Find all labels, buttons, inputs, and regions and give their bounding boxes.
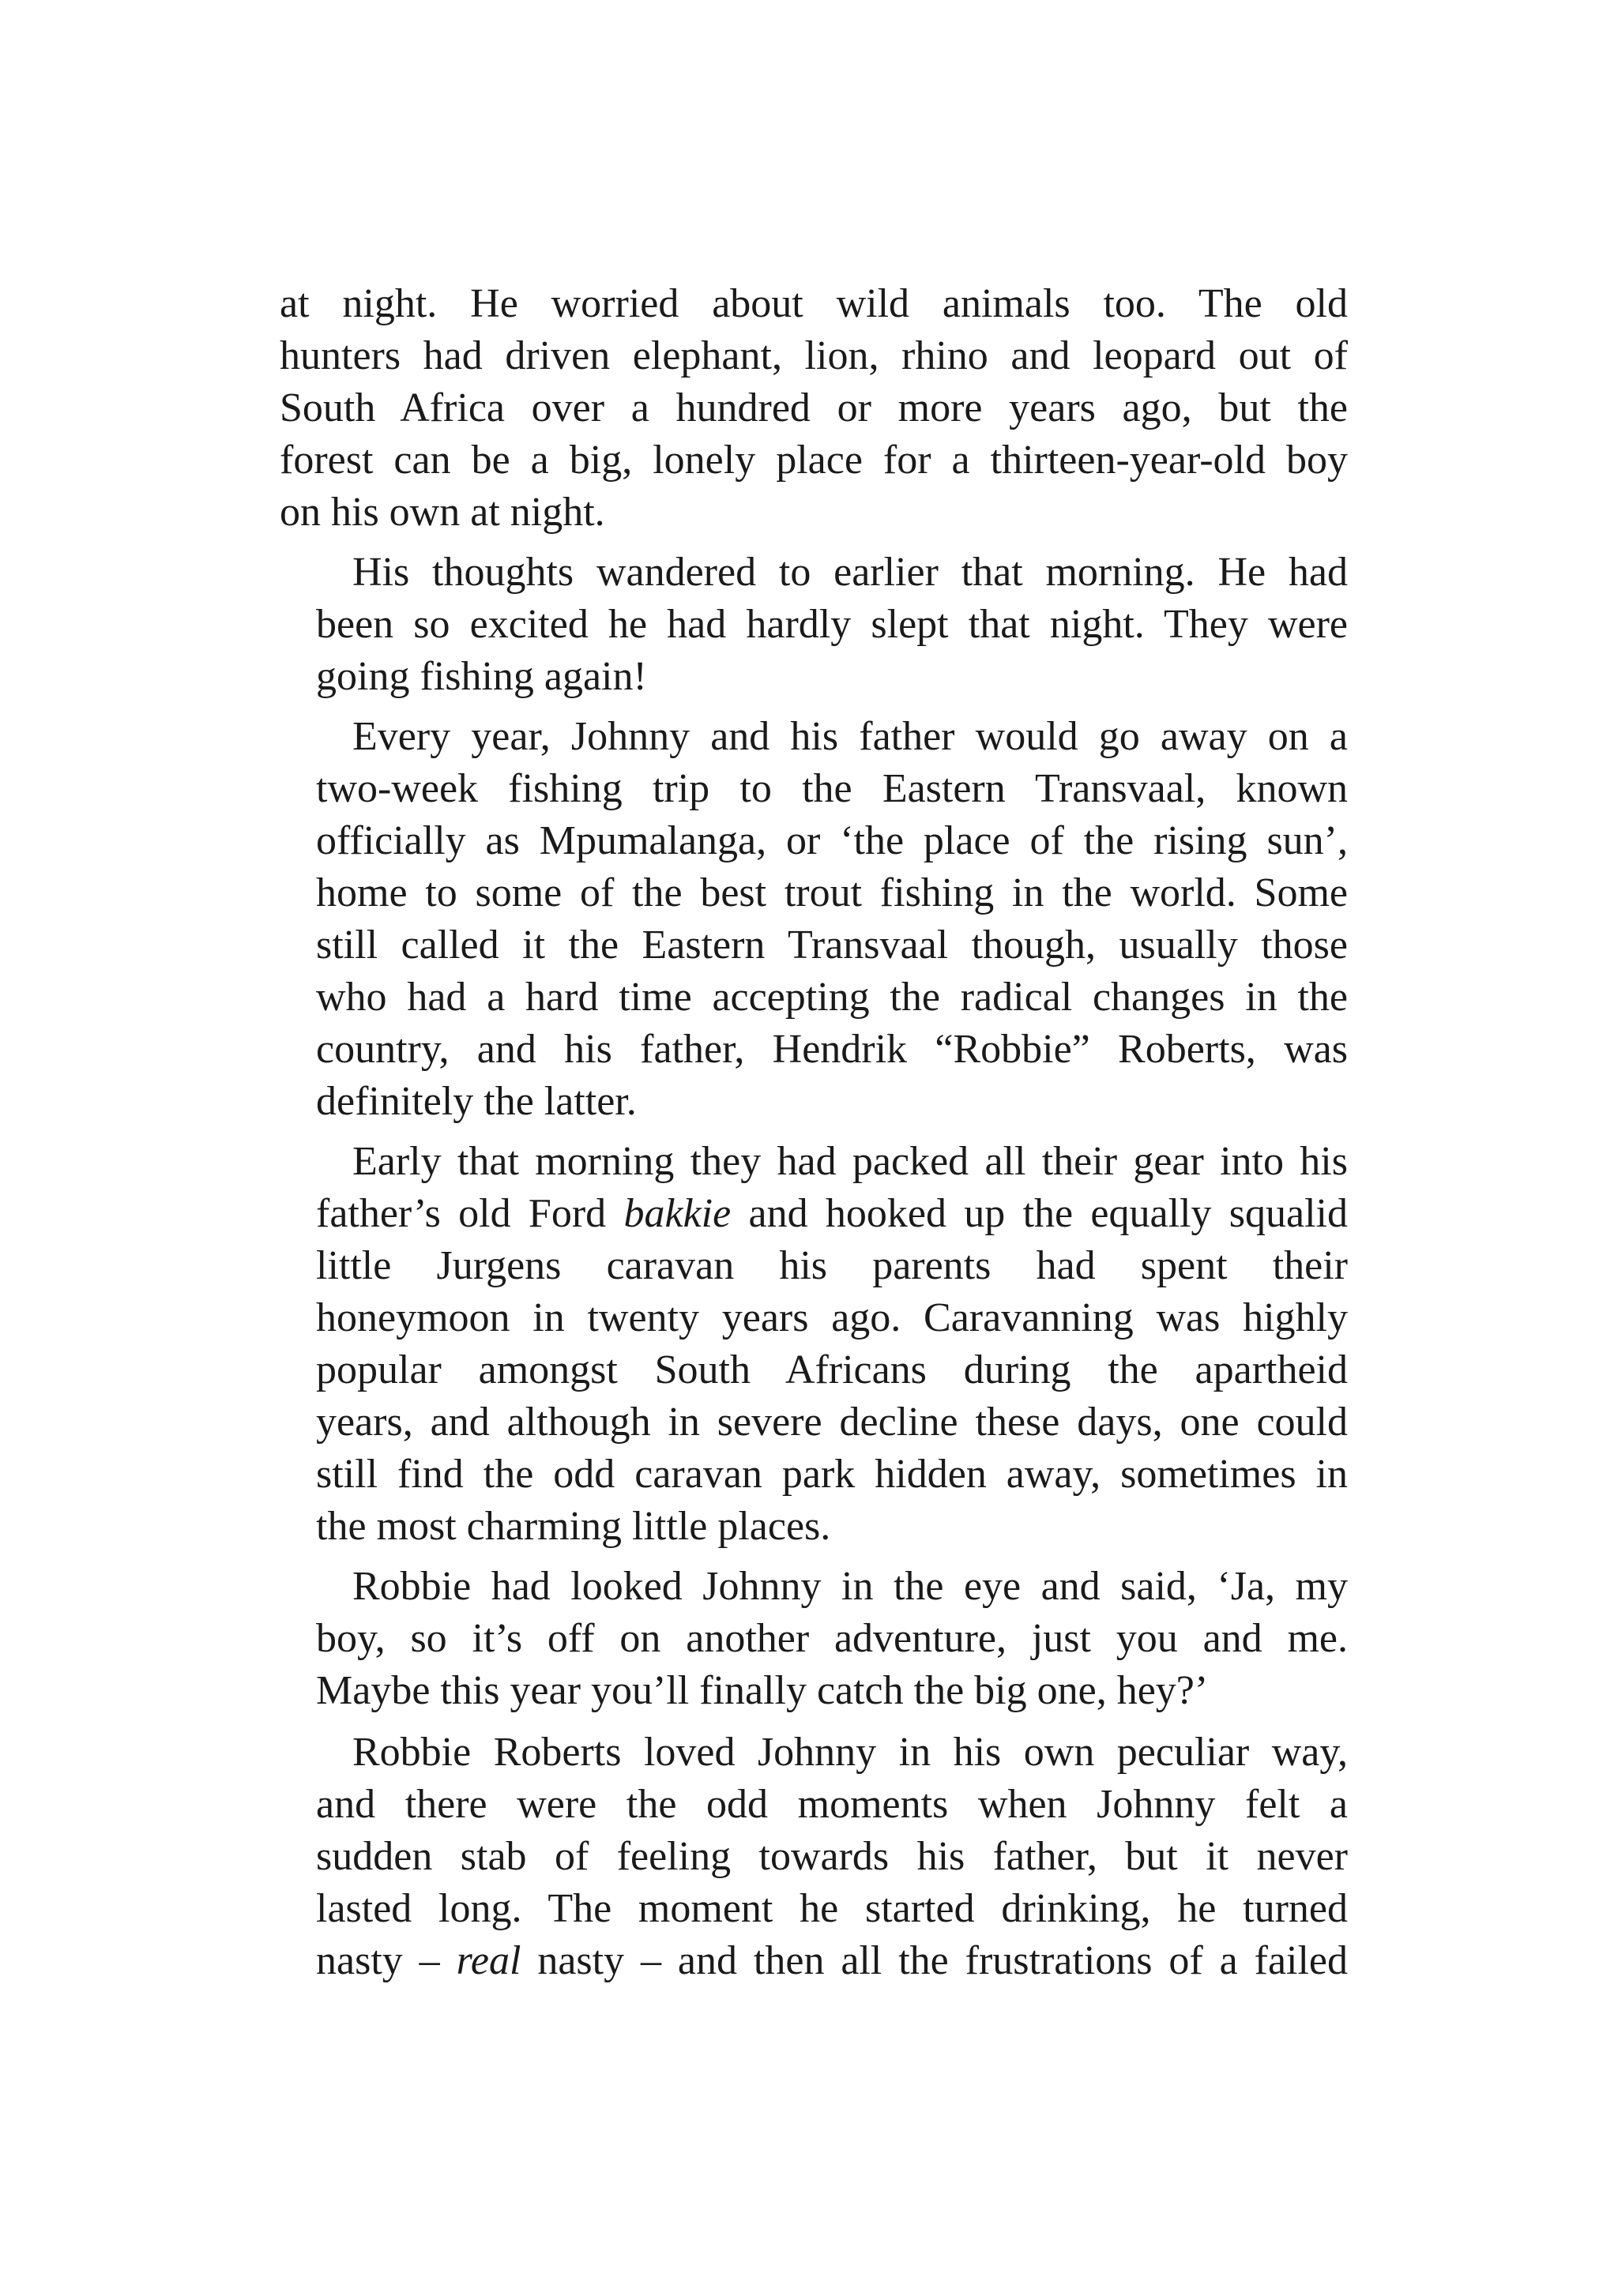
text-line — [280, 1665, 1348, 1717]
text-run: on his own at night. — [280, 490, 605, 535]
text-line — [280, 919, 1348, 971]
text-run: nasty – — [316, 1938, 457, 1983]
text-run: officially as Mpumalanga, or ‘the place of the rising sun’, — [316, 818, 1348, 863]
text-run: His thoughts wandered to earlier that morning. He had — [352, 550, 1348, 595]
italic-word: bakkie — [623, 1191, 732, 1236]
text-run: been so excited he had hardly slept that night. They were — [316, 602, 1348, 647]
text-run: nasty – and then all the frustrations of a failed — [521, 1938, 1349, 1983]
text-line — [280, 1779, 1348, 1831]
text-run: who had a hard time accepting the radical changes in the — [316, 975, 1348, 1020]
text-run: Maybe this year you’ll finally catch the big one, hey?’ — [316, 1668, 1209, 1713]
text-run: boy, so it’s off on another adventure, just you and me. — [316, 1616, 1348, 1661]
italic-word: real — [456, 1938, 521, 1983]
text-line — [280, 1613, 1348, 1665]
paragraph — [280, 1727, 1348, 1987]
text-line — [280, 867, 1348, 919]
text-line — [280, 382, 1348, 434]
text-run: two-week fishing trip to the Eastern Transvaal, known — [316, 766, 1348, 811]
text-run: father’s old Ford — [316, 1191, 624, 1236]
text-run: popular amongst South Africans during the apartheid — [316, 1347, 1348, 1392]
text-run: hunters had driven elephant, lion, rhino and leopard out of — [280, 333, 1348, 378]
text-line — [280, 1727, 1348, 1779]
text-run: South Africa over a hundred or more years ago, but the — [280, 385, 1348, 430]
text-run: little Jurgens caravan his parents had spent their — [316, 1243, 1348, 1288]
text-line — [280, 1935, 1348, 1987]
paragraph — [280, 711, 1348, 1128]
text-line — [280, 1344, 1348, 1396]
text-line — [280, 1561, 1348, 1613]
text-run: and hooked up the equally squalid — [731, 1191, 1348, 1236]
text-line — [280, 1240, 1348, 1292]
text-line — [280, 278, 1348, 330]
text-line — [280, 1188, 1348, 1240]
text-line — [280, 1024, 1348, 1076]
text-line — [280, 763, 1348, 815]
text-line — [280, 547, 1348, 599]
text-run: Every year, Johnny and his father would go away on a — [352, 714, 1348, 759]
text-line — [280, 1076, 1348, 1128]
text-line — [280, 1292, 1348, 1344]
text-line — [280, 1136, 1348, 1188]
text-run: Robbie had looked Johnny in the eye and said, ‘Ja, my — [352, 1564, 1348, 1609]
paragraph — [280, 547, 1348, 703]
text-run: forest can be a big, lonely place for a thirteen-year-old boy — [280, 438, 1348, 483]
text-run: the most charming little places. — [316, 1504, 831, 1549]
text-run: still called it the Eastern Transvaal though, usually those — [316, 923, 1348, 968]
text-line — [280, 1501, 1348, 1553]
text-line — [280, 971, 1348, 1024]
text-line — [280, 651, 1348, 703]
text-line — [280, 1883, 1348, 1935]
text-run: sudden stab of feeling towards his father, but it never — [316, 1834, 1348, 1879]
paragraph — [280, 278, 1348, 539]
text-run: going fishing again! — [316, 654, 647, 699]
text-run: lasted long. The moment he started drinking, he turned — [316, 1886, 1348, 1931]
text-line — [280, 1831, 1348, 1883]
text-run: at night. He worried about wild animals too. The old — [280, 281, 1348, 326]
text-run: country, and his father, Hendrik “Robbie” Roberts, was — [316, 1027, 1348, 1072]
text-line — [280, 711, 1348, 763]
text-line — [280, 487, 1348, 539]
text-line — [280, 815, 1348, 867]
text-run: still find the odd caravan park hidden away, sometimes in — [316, 1452, 1348, 1497]
text-line — [280, 330, 1348, 382]
text-line — [280, 1396, 1348, 1449]
text-line — [280, 1449, 1348, 1501]
body-text — [280, 278, 1348, 1987]
text-run: definitely the latter. — [316, 1079, 637, 1124]
paragraph — [280, 1561, 1348, 1717]
paragraph — [280, 1136, 1348, 1553]
text-run: and there were the odd moments when Johnny felt a — [316, 1782, 1348, 1827]
text-line — [280, 434, 1348, 487]
text-line — [280, 599, 1348, 651]
text-run: Robbie Roberts loved Johnny in his own peculiar way, — [352, 1730, 1348, 1775]
text-run: years, and although in severe decline these days, one could — [316, 1400, 1348, 1445]
text-run: honeymoon in twenty years ago. Caravanning was highly — [316, 1295, 1348, 1340]
text-run: Early that morning they had packed all their gear into his — [352, 1139, 1348, 1184]
text-run: home to some of the best trout fishing in the world. Some — [316, 870, 1348, 915]
